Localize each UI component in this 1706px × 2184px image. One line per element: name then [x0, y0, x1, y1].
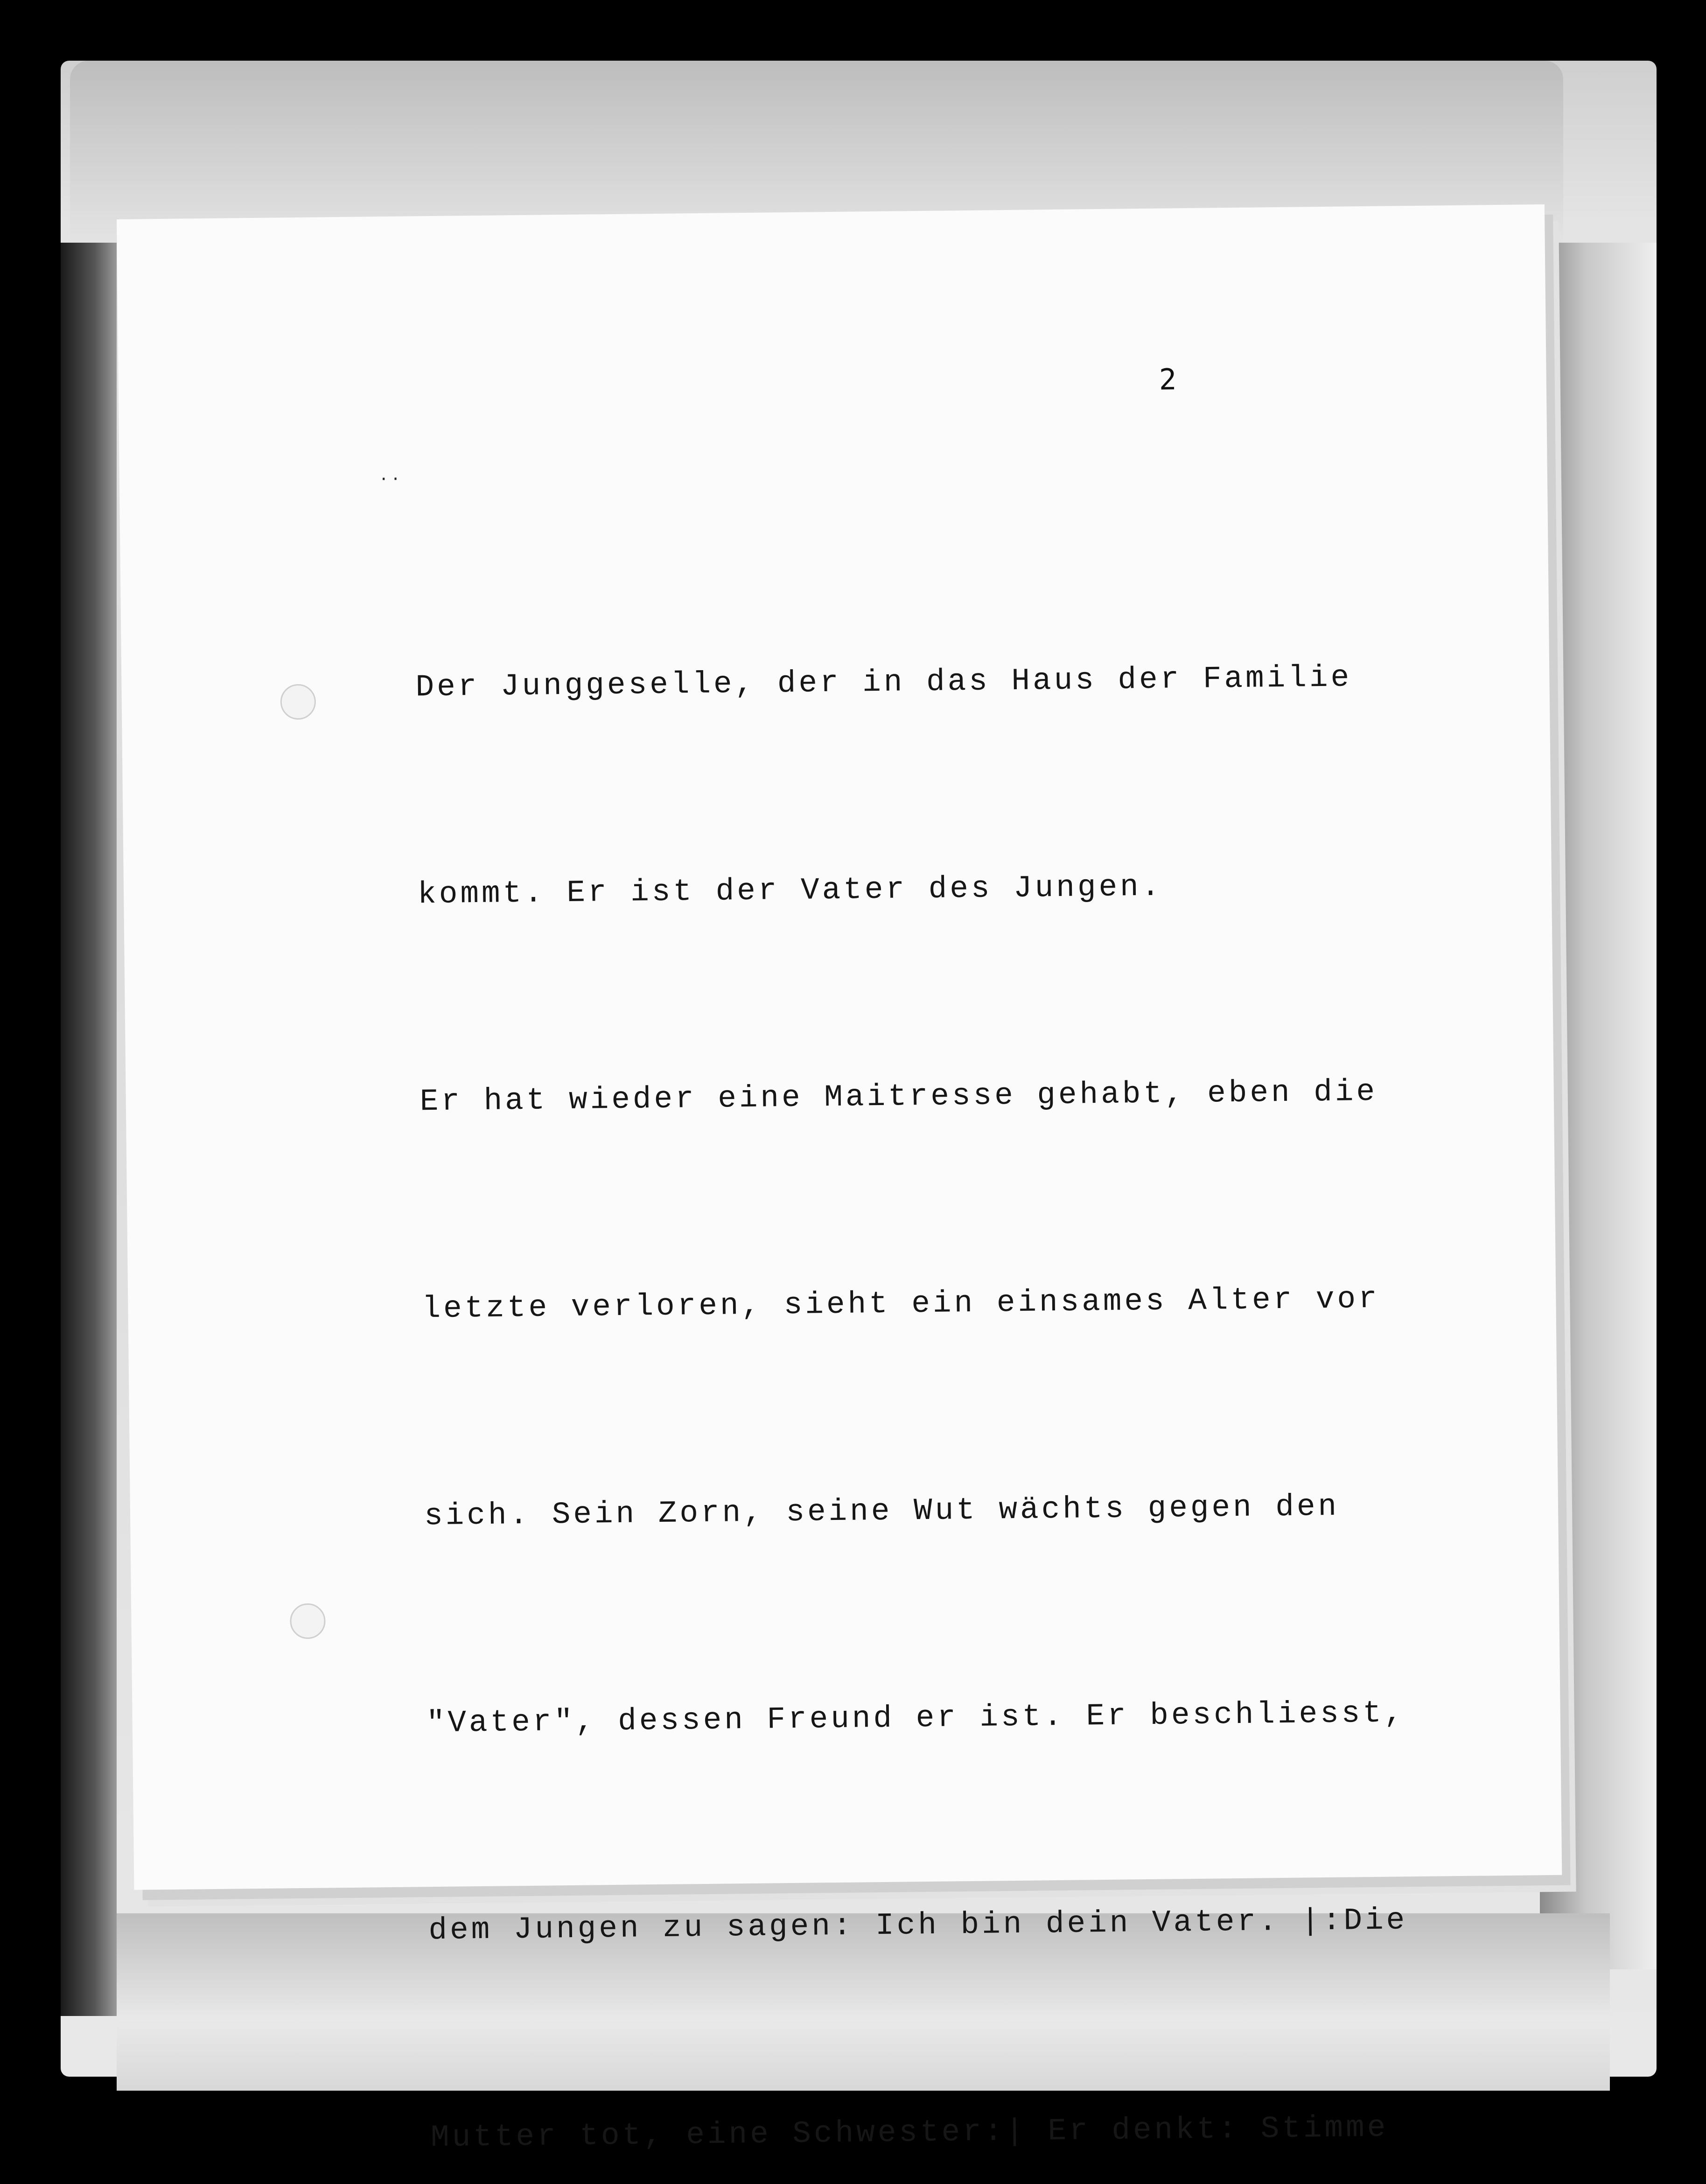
text-line: Er hat wieder eine Maitresse gehabt, eben die: [420, 1074, 1378, 1120]
text-line: "Vater", dessen Freund er ist. Er beschliesst,: [426, 1695, 1405, 1741]
text-line: sich. Sein Zorn, seine Wut wächts gegen den: [424, 1489, 1340, 1534]
punch-hole-mark: [280, 684, 316, 720]
text-line: letzte verloren, sieht ein einsames Alter vor: [422, 1281, 1380, 1327]
punch-hole-mark: [290, 1603, 326, 1639]
typed-body: [414, 504, 1530, 2184]
margin-marks: · ·: [380, 468, 399, 490]
left-binding-edge: [61, 243, 117, 2016]
text-line: Der Junggeselle, der in das Haus der Familie: [415, 660, 1352, 705]
text-line: Mutter tot, eine Schwester:| Er denkt: Stimme: [430, 2110, 1389, 2156]
text-line: dem Jungen zu sagen: Ich bin dein Vater. |:Die: [428, 1903, 1408, 1948]
text-line: kommt. Er ist der Vater des Jungen.: [417, 869, 1163, 912]
page-number: 2: [1159, 362, 1177, 397]
typed-sheet: [117, 204, 1562, 2156]
